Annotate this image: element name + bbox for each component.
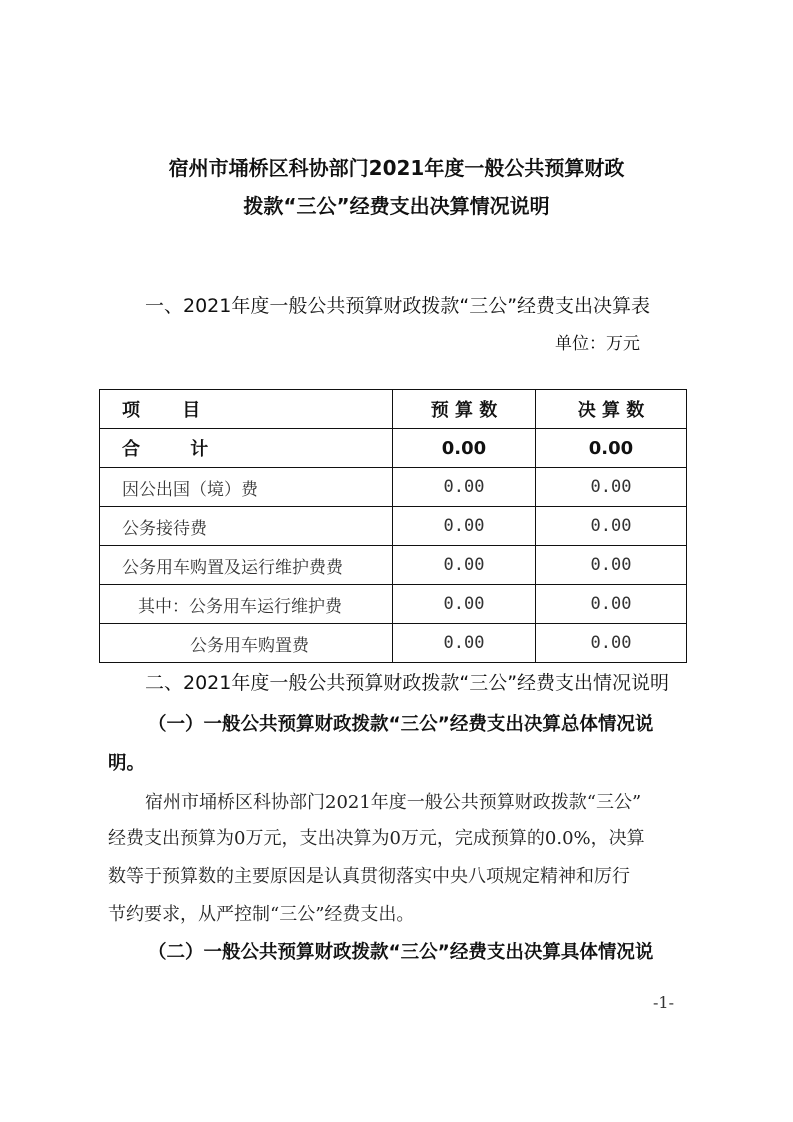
row-label: 公务用车购置及运行维护费费 <box>100 546 393 585</box>
row-budget: 0.00 <box>393 546 536 585</box>
table-row <box>100 468 687 507</box>
row-budget: 0.00 <box>393 468 536 507</box>
table-row <box>100 507 687 546</box>
row-label: 公务用车购置费 <box>100 624 393 663</box>
section1-heading: 一、2021年度一般公共预算财政拨款“三公”经费支出决算表 <box>145 295 651 317</box>
row-actual: 0.00 <box>536 507 687 546</box>
table-row <box>100 546 687 585</box>
table-row <box>100 624 687 663</box>
subsection2-heading-line1: （二）一般公共预算财政拨款“三公”经费支出决算具体情况说 <box>148 942 654 963</box>
subsection1-heading-line2: 明。 <box>108 753 146 774</box>
table-header-row <box>100 390 687 429</box>
header-actual: 决 算 数 <box>536 390 687 429</box>
paragraph-line: 数等于预算数的主要原因是认真贯彻落实中央八项规定精神和厉行 <box>108 866 630 887</box>
header-budget: 预 算 数 <box>393 390 536 429</box>
unit-label: 单位：万元 <box>555 334 640 354</box>
total-label: 合 计 <box>100 429 393 468</box>
row-actual: 0.00 <box>536 468 687 507</box>
row-label: 其中：公务用车运行维护费 <box>100 585 393 624</box>
row-actual: 0.00 <box>536 624 687 663</box>
header-item: 项 目 <box>100 390 393 429</box>
page-number: -1- <box>653 993 674 1012</box>
document-title-line1: 宿州市埇桥区科协部门2021年度一般公共预算财政 <box>168 156 625 180</box>
table-row <box>100 585 687 624</box>
row-actual: 0.00 <box>536 585 687 624</box>
table-total-row <box>100 429 687 468</box>
total-actual: 0.00 <box>536 429 687 468</box>
row-budget: 0.00 <box>393 624 536 663</box>
row-actual: 0.00 <box>536 546 687 585</box>
section2-heading: 二、2021年度一般公共预算财政拨款“三公”经费支出情况说明 <box>145 672 670 694</box>
paragraph-line: 经费支出预算为0万元，支出决算为0万元，完成预算的0.0%，决算 <box>108 828 645 849</box>
row-budget: 0.00 <box>393 585 536 624</box>
paragraph-line: 宿州市埇桥区科协部门2021年度一般公共预算财政拨款“三公” <box>145 792 642 813</box>
paragraph-line: 节约要求，从严控制“三公”经费支出。 <box>108 904 415 925</box>
total-budget: 0.00 <box>393 429 536 468</box>
row-budget: 0.00 <box>393 507 536 546</box>
expense-table <box>99 389 687 663</box>
row-label: 公务接待费 <box>100 507 393 546</box>
row-label: 因公出国（境）费 <box>100 468 393 507</box>
subsection1-heading-line1: （一）一般公共预算财政拨款“三公”经费支出决算总体情况说 <box>148 714 654 735</box>
document-title-line2: 拨款“三公”经费支出决算情况说明 <box>243 194 550 218</box>
